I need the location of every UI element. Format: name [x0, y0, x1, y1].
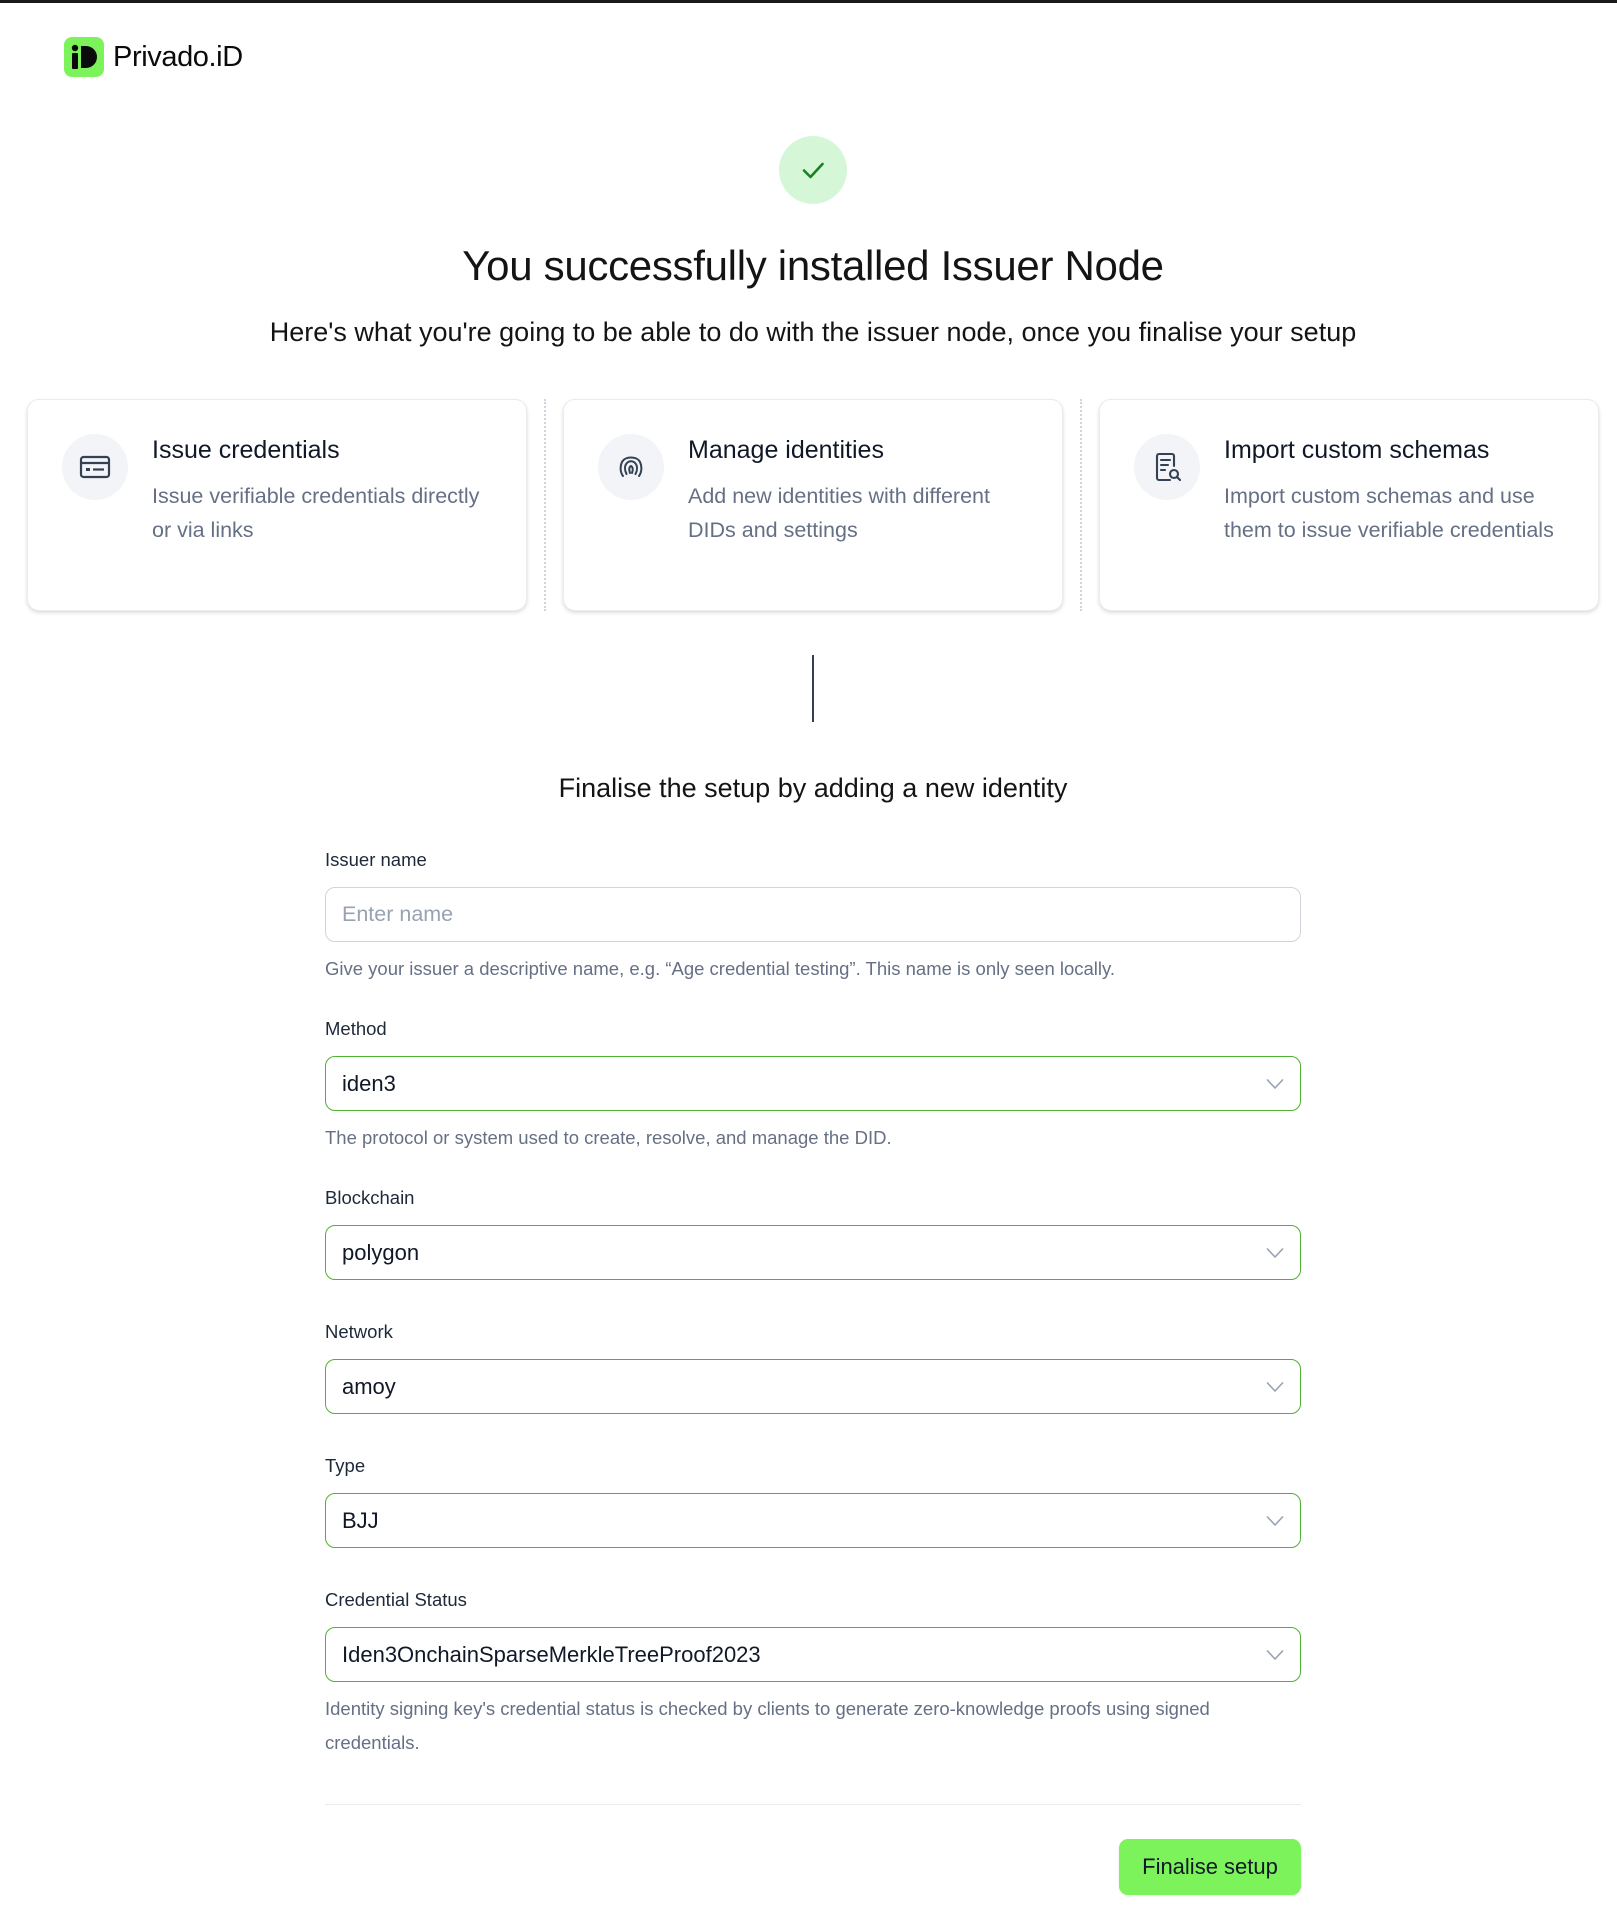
feature-title: Manage identities — [688, 436, 884, 464]
feature-description: Issue verifiable credentials directly or via links — [152, 484, 480, 542]
issuer-name-field — [325, 845, 1301, 986]
chevron-down-icon — [1266, 1381, 1284, 1393]
finalise-setup-button[interactable]: Finalise setup — [1119, 1839, 1301, 1895]
select-value: iden3 — [342, 1070, 396, 1096]
blockchain-field — [325, 1183, 1301, 1280]
chevron-down-icon — [1266, 1078, 1284, 1090]
select-value: amoy — [342, 1373, 396, 1399]
select-value: BJJ — [342, 1507, 379, 1533]
schema-search-icon — [1134, 434, 1200, 500]
chevron-down-icon — [1266, 1247, 1284, 1259]
method-select[interactable] — [325, 1056, 1301, 1111]
field-hint: Identity signing key's credential status is checked by clients to generate zero-knowledge proofs using signed credentials. — [325, 1698, 1210, 1753]
fingerprint-icon — [598, 434, 664, 500]
network-field — [325, 1317, 1301, 1414]
field-label: Network — [325, 1321, 393, 1342]
page-title: You successfully installed Issuer Node — [462, 242, 1164, 289]
select-value: polygon — [342, 1239, 420, 1265]
page-subtitle: Here's what you're going to be able to do with the issuer node, once you finalise your setup — [269, 317, 1357, 347]
method-field — [325, 1014, 1301, 1155]
type-select[interactable] — [325, 1493, 1301, 1548]
field-label: Credential Status — [325, 1589, 467, 1610]
brand-logo[interactable] — [64, 37, 243, 77]
brand-name: Privado.iD — [113, 40, 243, 73]
feature-card-issue-credentials — [27, 399, 527, 611]
feature-description: Add new identities with different DIDs and settings — [688, 484, 990, 542]
select-value: Iden3OnchainSparseMerkleTreeProof2023 — [342, 1641, 761, 1667]
field-label: Issuer name — [325, 849, 427, 870]
card-divider — [1080, 399, 1082, 611]
chevron-down-icon — [1266, 1515, 1284, 1527]
type-field — [325, 1451, 1301, 1548]
identity-setup-form — [325, 845, 1301, 1760]
feature-title: Import custom schemas — [1224, 436, 1490, 464]
feature-description: Import custom schemas and use them to issue verifiable credentials — [1224, 484, 1554, 542]
feature-card-import-custom-schemas — [1099, 399, 1599, 611]
window-top-border — [0, 0, 1617, 3]
feature-title: Issue credentials — [152, 436, 340, 464]
issuer-name-input[interactable] — [325, 887, 1301, 942]
chevron-down-icon — [1266, 1649, 1284, 1661]
field-hint: Give your issuer a descriptive name, e.g. “Age credential testing”. This name is only seen locally. — [325, 958, 1116, 979]
feature-card-manage-identities — [563, 399, 1063, 611]
setup-section-title: Finalise the setup by adding a new identity — [558, 773, 1068, 803]
blockchain-select[interactable] — [325, 1225, 1301, 1280]
field-label: Type — [325, 1455, 366, 1476]
credential-card-icon — [62, 434, 128, 500]
form-footer-divider — [325, 1804, 1301, 1805]
field-hint: The protocol or system used to create, resolve, and manage the DID. — [325, 1127, 892, 1148]
card-divider — [544, 399, 546, 611]
success-check-icon — [779, 136, 847, 204]
network-select[interactable] — [325, 1359, 1301, 1414]
section-connector-line — [812, 655, 814, 722]
privado-id-logo-icon — [64, 37, 104, 77]
field-label: Method — [325, 1018, 387, 1039]
credential-status-field — [325, 1585, 1301, 1760]
credential-status-select[interactable] — [325, 1627, 1301, 1682]
field-label: Blockchain — [325, 1187, 415, 1208]
